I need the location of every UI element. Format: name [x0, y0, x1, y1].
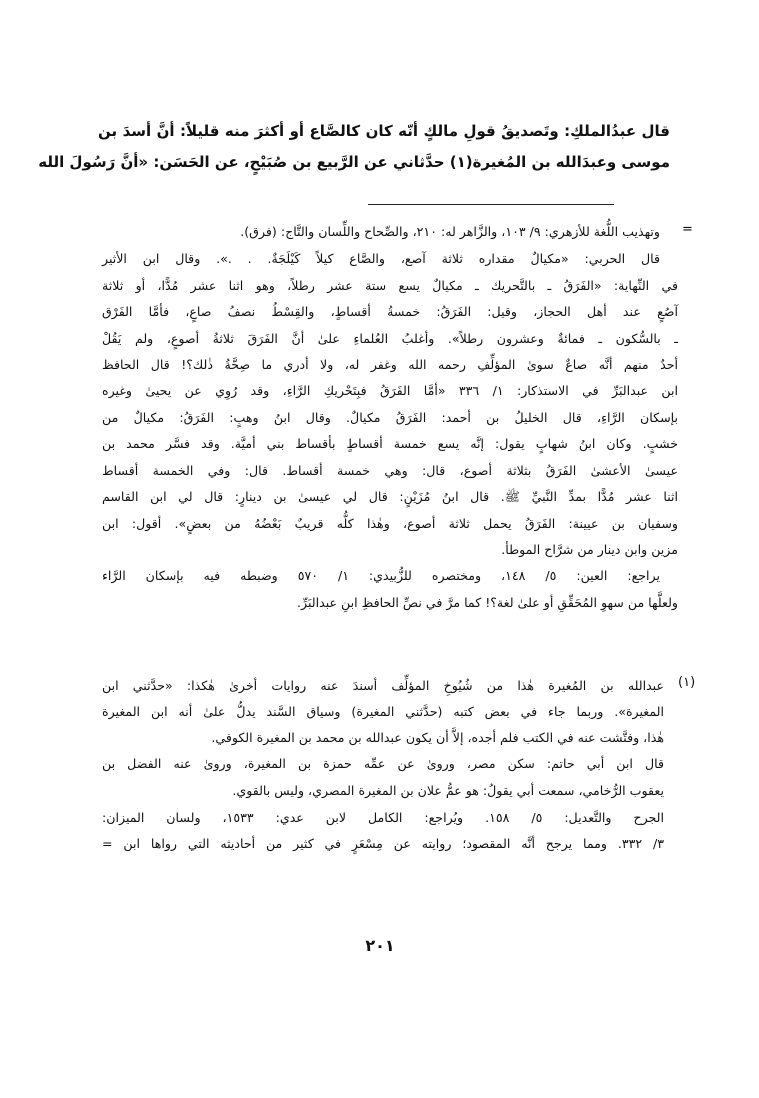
- footnote-line: ابن عبدالبَرِّ في الاستذكار: ١/ ٣٣٦ «أمَّا الفَرَقُ فبِتَحْريكِ الرَّاءِ، وقد رُوِي عن يحيىٰ وغيره: [102, 383, 678, 398]
- page-number: ٢٠١: [365, 936, 395, 955]
- footnote-line: مزين وابن دينار من شرَّاح الموطأ.: [501, 542, 678, 557]
- footnote-line: أحدٌ منهم أنَّه صاعٌ سوىٰ المؤلِّفِ رحمه الله وغفر له، ولا أدري ما صِحَّةُ ذٰلك؟! قال الحافظ: [102, 357, 678, 372]
- footnote-line: يعقوب الرُّخامي، سمعت أبي يقولُ: هو عمُّ علان بن المغيرة المصري، وليس بالقوي.: [232, 783, 664, 798]
- footnote-line: عبدالله بن المُغيرة هٰذا من شُيُوخِ المؤلِّف أسندَ عنه روايات أخرىٰ هٰكذا: «حدَّثني ابن: [102, 678, 664, 693]
- footnote-line: المغيرة». وربما جاء في بعض كتبه (حدَّثني المغيرة) وسياق السَّند يدلُّ علىٰ أنه ابن المغيرة: [102, 704, 664, 719]
- footnote-line: قال الحربي: «مكيالٌ مقداره ثلاثة آصع، والصَّاع كيلاً كَيْلَجَةٌ. . .». وقال ابن الأثير: [102, 251, 660, 266]
- footnote-line: وتهذيب اللُّغة للأزهري: ٩/ ١٠٣، والزَّاهر له: ٢١٠، والصِّحاح واللِّسان والتَّاج: (فرق).: [240, 224, 660, 239]
- footnote-line: هٰذا، وفتَّشت عنه في الكتب فلم أجده، إلاَّ أن يكون عبدالله بن محمد بن المغيرة الكوفي.: [211, 730, 664, 745]
- footnote-line: قال ابن أبي حاتم: سكن مصر، وروىٰ عن عمِّه حمزة بن المغيرة، وروىٰ عنه الفضل بن: [102, 756, 664, 771]
- footnote-line: يراجع: العين: ٥/ ١٤٨، ومختصره للزُّبيدي: ١/ ٥٧٠ وضبطه فيه بإسكان الرَّاء: [102, 568, 661, 583]
- footnote-line: ـ بالسُّكون ـ فمائةٌ وعشرون رطلاً». وأغلبُ العُلماءِ علىٰ أنَّ الفَرَقَ ثلاثةُ أصوعٍ، ولم يَقُلْ: [102, 331, 678, 346]
- footnote-number: (١): [678, 675, 696, 690]
- main-text-line: قال عبدُالملكِ: وتَصديقُ قولِ مالكٍ أنّه كان كالصَّاع أو أكثرَ منه قليلاً: أنَّ أسدَ بن: [98, 122, 670, 140]
- footnote-line: عيسىٰ الأعشىٰ الفَرَقُ بثلاثة أصوع، قال: وهي خمسة أقساط. قال: وفي الخمسة أقساط: [102, 463, 678, 478]
- footnote-line: الجرح والتَّعديل: ٥/ ١٥٨. ويُراجع: الكامل لابن عدي: ١٥٣٣، ولسان الميزان:: [102, 810, 664, 825]
- footnote-line: آصُعٍ عند أهل الحجاز، وقيل: الفَرَقُ: خمسةُ أقساطٍ، والقِسْطُ نصفُ صاعٍ، فأمَّا الفَرْق: [102, 304, 678, 319]
- footnote-separator: [368, 204, 614, 205]
- footnote-line: بإسكان الرَّاءِ، قال الخليلُ بن أحمد: الفَرَقُ مكيالٌ. وقال ابنُ وهبٍ: الفَرَقُ: مكيالٌ من: [102, 410, 678, 425]
- continuation-marker: =: [682, 222, 693, 237]
- main-text-line: موسى وعبدَالله بن المُغيرة(١) حدَّثاني عن الرَّبيع بن صُبَيْحٍ، عن الحَسَن: «أنَّ رَسُولَ الله: [38, 153, 670, 171]
- footnote-line: خشبٍ. وكان ابنُ شهابٍ يقول: إنَّه يسع خمسة أقساطٍ بأقساط بني أميَّة. وقد فسَّر محمد بن: [102, 436, 678, 451]
- footnote-line: وسفيان بن عيينة: الفَرَقُ يحمل ثلاثة أصوع، وهٰذا كلُّه قريبٌ بَعْضُهُ من بعضٍ». أقول: ابن: [102, 516, 678, 531]
- footnote-line: ولعلَّها من سهوِ المُحَقِّقِ أو علىٰ لغة؟! كما مرَّ في نصِّ الحافظِ ابنِ عبدالبَرِّ.: [297, 595, 678, 610]
- footnote-line: ٣/ ٣٣٢. ومما يرجح أنَّه المقصود؛ روايته عن مِسْعَرٍ في كثير من أحاديثه التي رواها ابن =: [102, 836, 665, 851]
- footnote-line: اثنا عشر مُدًّا بمدِّ النَّبيِّ ﷺ. قال ابنُ مُزَيْنٍ: قال لي عيسىٰ بن دينارٍ: قال لي ابن القاسم: [102, 489, 678, 504]
- footnote-line: في النِّهاية: «الفَرَقُ ـ بالتَّحريك ـ مكيالٌ يسع ستة عشر رطلاً، وهو اثنا عشر مُدًّا، أو ثلاثة: [102, 278, 678, 293]
